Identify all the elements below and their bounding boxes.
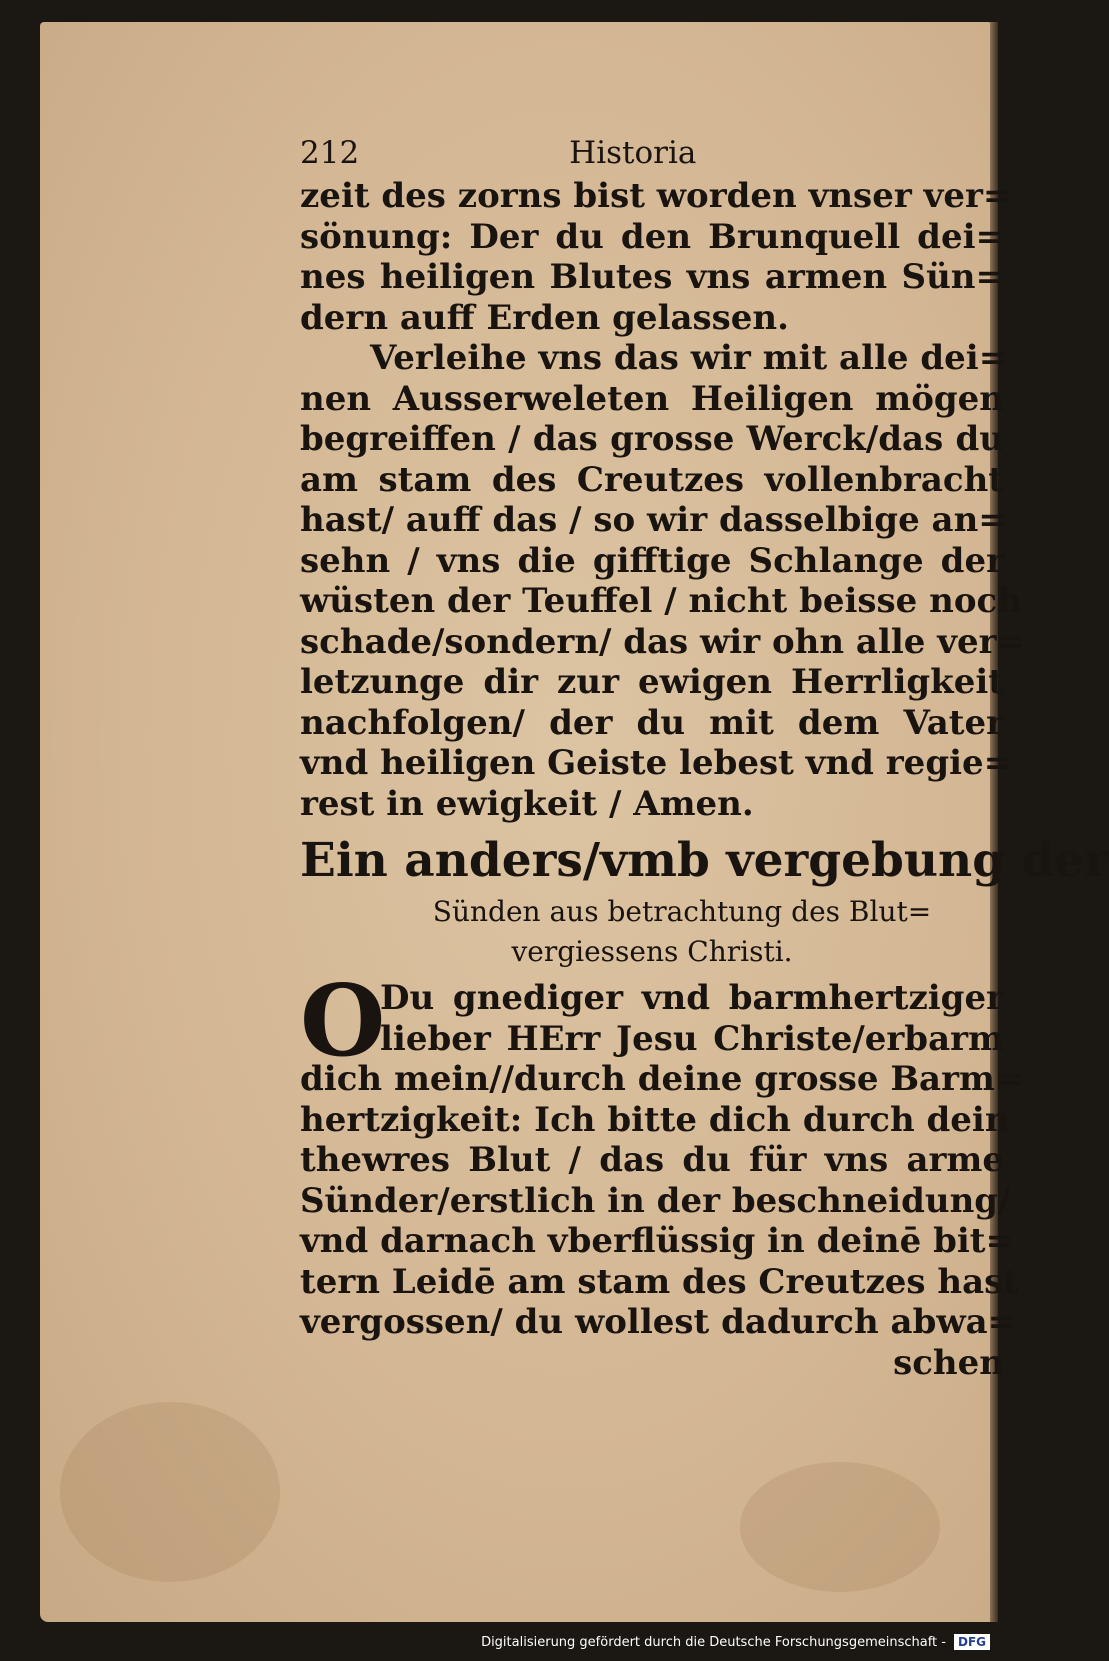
text-line: tern Leidē am stam des Creutzes hast [300,1261,1019,1302]
running-head [300,130,1004,176]
page-text [300,130,1109,1383]
text-line: thewres Blut / das du für vns arme [300,1140,1004,1180]
paragraph-3 [300,964,1024,1383]
text-line: Sünder/erstlich in der beschneidung/ [300,1180,1011,1221]
text-line: vergossen/ du wollest dadurch abwa= [300,1302,1017,1342]
text-line: dich mein//durch deine grosse Barm= [300,1059,1024,1099]
text-line: vnd heiligen Geiste lebest vnd regie= [300,743,1013,783]
text-line: rest in ewigkeit / Amen. [300,783,754,824]
paragraph-2 [300,338,1026,824]
text-line: begreiffen / das grosse Werck/das du [300,419,1004,459]
text-line: dern auff Erden gelassen. [300,297,789,338]
paper-stain [60,1402,280,1582]
book-page [40,22,1109,1622]
text-line: sehn / vns die gifftige Schlange der [300,540,1004,581]
paragraph-1 [300,176,1012,338]
text-line: wüsten der Teuffel / nicht beisse noch [300,581,1022,621]
section-heading: Ein anders/vmb vergebung der [300,833,1109,888]
drop-cap: O [300,964,386,1079]
digitization-footer [481,1629,990,1655]
funding-credit: Digitalisierung gefördert durch die Deutsche Forschungsgemeinschaft - [481,1634,946,1650]
dfg-logo: DFG [954,1634,990,1650]
text-line: am stam des Creutzes vollenbracht [300,459,1004,500]
running-title: Historia [569,135,697,171]
paper-stain [740,1462,940,1592]
section-subheading: vergiessens Christi. [511,935,793,968]
text-line: hast/ auff das / so wir dasselbige an= [300,500,1007,540]
page-number: 212 [300,135,360,171]
text-line: Verleihe vns das wir mit alle dei= [370,338,1008,378]
text-line: lieber HErr Jesu Christe/erbarm [380,1018,1004,1059]
section-subheading: Sünden aus betrachtung des Blut= [432,895,932,928]
text-line: zeit des zorns bist worden vnser ver= [300,176,1012,216]
text-line: nen Ausserweleten Heiligen mögen [300,378,1004,419]
catchword: schen [893,1342,1004,1383]
text-line: nes heiligen Blutes vns armen Sün= [300,257,1004,297]
text-line: schade/sondern/ das wir ohn alle ver= [300,621,1026,662]
text-line: nachfolgen/ der du mit dem Vater [300,702,1004,743]
text-line: hertzigkeit: Ich bitte dich durch dein [300,1099,1010,1140]
text-line: letzunge dir zur ewigen Herrligkeit [300,662,1004,702]
text-line: sönung: Der du den Brunquell dei= [300,216,1004,257]
text-line: vnd darnach vberflüssig in deinē bit= [300,1221,1014,1261]
text-line: Du gnediger vnd barmhertziger [380,978,1004,1018]
